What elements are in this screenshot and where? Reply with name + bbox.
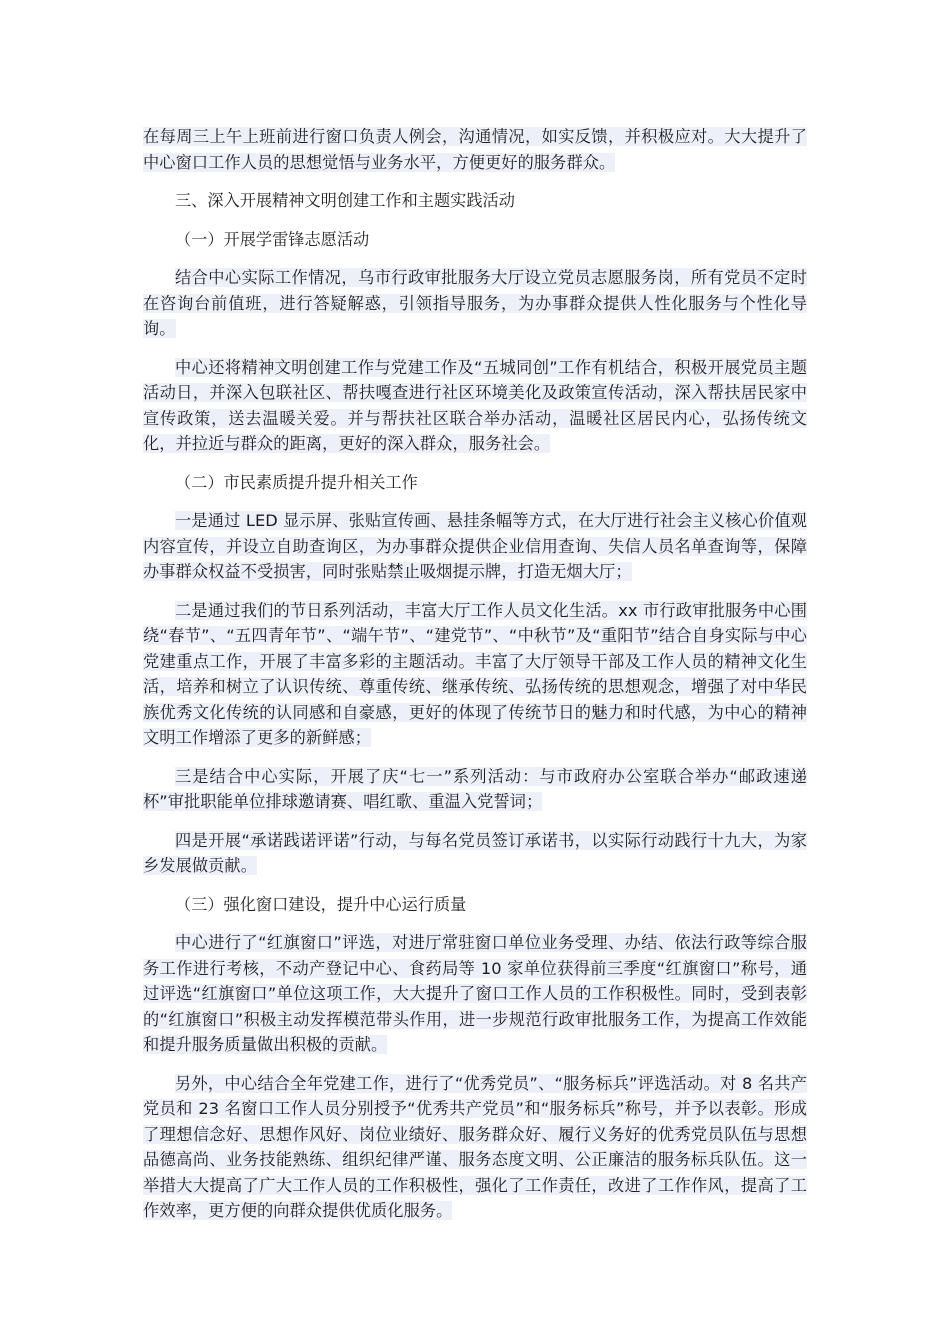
paragraph-6: [143, 764, 807, 815]
paragraph-4-text: 一是通过 LED 显示屏、张贴宣传画、悬挂条幅等方式，在大厅进行社会主义核心价值观内容宣传，并设立自助查询区，为办事群众提供企业信用查询、失信人员名单查询等，保障办事群众权益不受损害，同时张贴禁止吸烟提示牌，打造无烟大厅；: [143, 511, 807, 581]
paragraph-1: [143, 124, 807, 175]
paragraph-5: [143, 598, 807, 751]
paragraph-7-text: 四是开展“承诺践诺评诺”行动，与每名党员签订承诺书，以实际行动践行十九大，为家乡发展做贡献。: [143, 830, 807, 875]
section-heading-3: [143, 188, 807, 214]
subheading-1: [143, 227, 807, 253]
subheading-3-text: （三）强化窗口建设，提升中心运行质量: [175, 894, 467, 914]
paragraph-6-text: 三是结合中心实际，开展了庆“七一”系列活动：与市政府办公室联合举办“邮政速递杯”审批职能单位排球邀请赛、唱红歌、重温入党誓词；: [143, 766, 807, 811]
subheading-2: [143, 470, 807, 496]
section-heading-3-text: 三、深入开展精神文明创建工作和主题实践活动: [175, 191, 515, 210]
paragraph-9: [143, 1071, 807, 1224]
paragraph-3-text: 中心还将精神文明创建工作与党建工作及“五城同创”工作有机结合，积极开展党员主题活动日，并深入包联社区、帮扶嘎查进行社区环境美化及政策宣传活动，深入帮扶居民家中宣传政策，送去温暖关爱。并与帮扶社区联合举办活动，温暖社区居民内心，弘扬传统文化，并拉近与群众的距离，更好的深入群众，服务社会。: [143, 357, 807, 453]
paragraph-8: [143, 930, 807, 1058]
subheading-3: [143, 892, 807, 918]
paragraph-8-text: 中心进行了“红旗窗口”评选，对进厅常驻窗口单位业务受理、办结、依法行政等综合服务工作进行考核，不动产登记中心、食药局等 10 家单位获得前三季度“红旗窗口”称号，通过评选“红旗窗口”单位这项工作，大大提升了窗口工作人员的工作积极性。同时，受到表彰的“红旗窗口”积极主动发挥模范带头作用，进一步规范行政审批服务工作，为提高工作效能和提升服务质量做出积极的贡献。: [143, 933, 807, 1054]
paragraph-7: [143, 828, 807, 879]
paragraph-9-text: 另外，中心结合全年党建工作，进行了“优秀党员”、“服务标兵”评选活动。对 8 名共产党员和 23 名窗口工作人员分别授予“优秀共产党员”和“服务标兵”称号，并予以表彰。形成了理想信念好、思想作风好、岗位业绩好、服务群众好、履行义务好的优秀党员队伍与思想品德高尚、业务技能熟练、组织纪律严谨、服务态度文明、公正廉洁的服务标兵队伍。这一举措大大提高了广大工作人员的工作积极性，强化了工作责任，改进了工作作风，提高了工作效率，更方便的向群众提供优质化服务。: [143, 1073, 807, 1220]
paragraph-5-text: 二是通过我们的节日系列活动，丰富大厅工作人员文化生活。xx 市行政审批服务中心围绕“春节”、“五四青年节”、“端午节”、“建党节”、“中秋节”及“重阳节”结合自身实际与中心党建重点工作，开展了丰富多彩的主题活动。丰富了大厅领导干部及工作人员的精神文化生活，培养和树立了认识传统、尊重传统、继承传统、弘扬传统的思想观念，增强了对中华民族优秀文化传统的认同感和自豪感，更好的体现了传统节日的魅力和时代感，为中心的精神文明工作增添了更多的新鲜感；: [143, 600, 807, 747]
paragraph-2: [143, 265, 807, 342]
paragraph-4: [143, 508, 807, 585]
paragraph-2-text: 结合中心实际工作情况，乌市行政审批服务大厅设立党员志愿服务岗，所有党员不定时在咨询台前值班，进行答疑解惑，引领指导服务，为办事群众提供人性化服务与个性化导询。: [143, 268, 807, 338]
document-body: [143, 124, 807, 1237]
paragraph-3: [143, 355, 807, 457]
paragraph-1-text: 在每周三上午上班前进行窗口负责人例会，沟通情况，如实反馈，并积极应对。大大提升了中心窗口工作人员的思想觉悟与业务水平，方便更好的服务群众。: [143, 127, 807, 172]
subheading-1-text: （一）开展学雷锋志愿活动: [175, 229, 370, 249]
subheading-2-text: （二）市民素质提升提升相关工作: [175, 472, 418, 492]
